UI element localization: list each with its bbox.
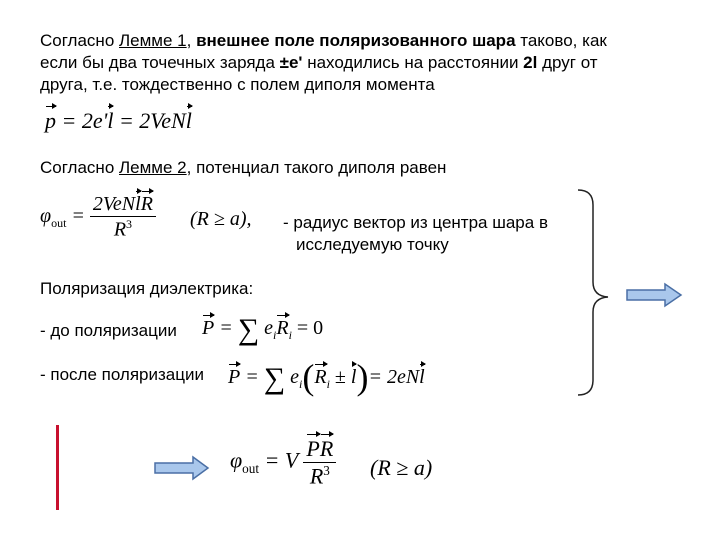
red-margin-bar — [56, 425, 59, 510]
right-brace — [578, 190, 608, 395]
text: , потенциал такого диполя равен — [186, 158, 447, 177]
text: друг от — [537, 53, 598, 72]
lemma-1-reference: Лемме 1 — [119, 31, 187, 50]
eq-part: = — [240, 366, 264, 388]
phi-symbol: φ — [40, 204, 52, 227]
charge-e: e — [290, 366, 299, 388]
subscript: i — [326, 377, 330, 391]
eq-part: = 2VeN — [113, 108, 186, 133]
vector-P: P — [306, 436, 320, 461]
right-arrow — [627, 284, 681, 306]
subscript: out — [242, 461, 260, 477]
phi-symbol: φ — [230, 447, 243, 473]
sum-symbol: ∑ — [263, 362, 286, 395]
plus-minus: ± — [329, 366, 351, 388]
vector-l: l — [419, 366, 425, 388]
text: если бы два точечных заряда — [40, 53, 280, 72]
vector-p: p — [45, 108, 56, 133]
vector-l: l — [185, 108, 192, 133]
subscript: out — [51, 215, 67, 230]
after-polarization-label: - после поляризации — [40, 365, 204, 384]
vector-R: R — [140, 193, 153, 215]
subscript: i — [299, 377, 303, 391]
bold-text: внешнее поле поляризованного шара — [196, 31, 516, 50]
vector-l: l — [135, 193, 141, 215]
subscript: i — [288, 328, 292, 342]
eq-part: = 2e' — [56, 108, 108, 133]
vector-R: R — [319, 436, 334, 461]
sum-symbol: ∑ — [237, 313, 260, 346]
text: таково, как — [515, 31, 607, 50]
vector-l: l — [350, 366, 357, 388]
radius-note-line-1: - радиус вектор из центра шара в — [283, 213, 548, 232]
eq-part: = — [66, 204, 90, 227]
exponent: 3 — [126, 217, 133, 231]
vector-P: P — [202, 317, 215, 339]
denominator: R — [113, 218, 127, 241]
charge-e: e — [264, 317, 273, 339]
vector-R: R — [314, 366, 327, 388]
lemma-2-reference: Лемме 2 — [119, 158, 187, 177]
exponent: 3 — [323, 463, 330, 478]
vector-P: P — [228, 366, 241, 388]
eq-part: = 2eN — [368, 366, 420, 388]
text: , — [186, 31, 197, 50]
text: друга, т.е. тождественно с полем диполя момента — [40, 75, 435, 94]
vector-R: R — [276, 317, 289, 339]
text: находились на расстоянии — [302, 53, 524, 72]
vector-l: l — [107, 108, 114, 133]
radius-note-line-2: исследуемую точку — [296, 235, 449, 254]
numerator: 2VeN — [92, 193, 136, 215]
eq-part: = 0 — [291, 317, 324, 339]
denominator: R — [309, 463, 324, 489]
text: Согласно — [40, 31, 119, 50]
eq-part: = V — [259, 447, 298, 473]
polarization-heading: Поляризация диэлектрика: — [40, 279, 254, 298]
condition: (R ≥ a), — [190, 208, 252, 230]
subscript: i — [273, 328, 277, 342]
charge-symbol: ±e' — [279, 53, 303, 72]
distance-symbol: 2l — [523, 53, 538, 72]
final-condition: (R ≥ a) — [370, 455, 433, 480]
before-polarization-label: - до поляризации — [40, 321, 177, 340]
after-polarization-equation: P = ∑ $e_i(R_i \pm l)= 2eNl$ — [228, 357, 425, 397]
text: Согласно — [40, 158, 119, 177]
result-arrow — [155, 457, 208, 479]
eq-part: = — [214, 317, 238, 339]
